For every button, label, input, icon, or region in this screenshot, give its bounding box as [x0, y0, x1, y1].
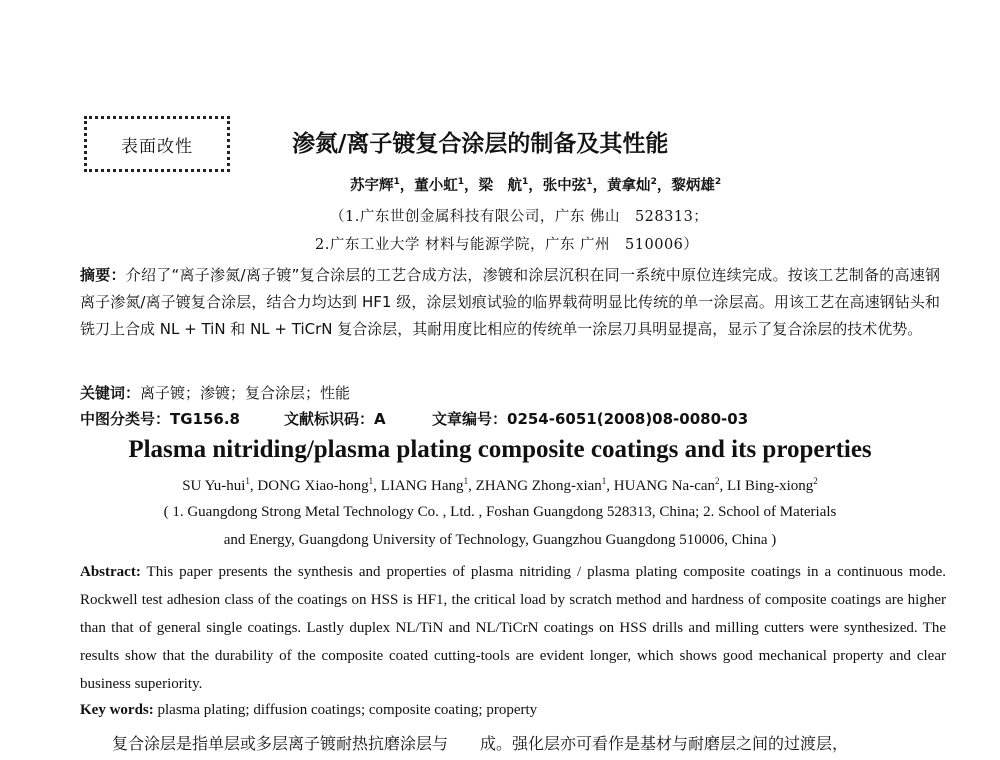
classification-row: [80, 408, 748, 429]
authors-en: SU Yu-hui$^1$, DONG Xiao-hong$^1$, LIANG Hang$^1$, ZHANG Zhong-xian$^1$, HUANG Na-can$^2$, LI Bing-xiong$^2$: [182, 476, 818, 494]
article-number: 文章编号：0254-6051(2008)08-0080-03: [432, 410, 749, 428]
keywords-en-label: Key words:: [80, 702, 154, 718]
author-en: DONG Xiao-hong$^1$: [257, 476, 374, 494]
author-cn: 张中弦$^1$: [542, 177, 593, 194]
author-cn: 梁 航$^1$: [478, 177, 529, 194]
author-en: LIANG Hang$^1$: [380, 476, 469, 494]
abstract-en-text: This paper presents the synthesis and properties of plasma nitriding / plasma plating composite coatings in a continuous mode. Rockwell test adhesion class of the coatings on HSS is HF1, the critical load by scratch method and hardness of composite coatings are higher than that of general single coatings. Lastly duplex NL/TiN and NL/TiCrN coatings on HSS drills and milling cutters were synthesized. The results show that the durability of the composite coated cutting-tools are evident longer, which shows good mechanical property and clear business superiority.: [80, 564, 946, 692]
clc-number: 中图分类号：TG156.8: [80, 410, 240, 428]
keywords-cn-text: 离子镀；渗镀；复合涂层；性能: [140, 384, 351, 402]
keywords-cn-label: 关键词：: [80, 384, 141, 402]
keywords-en-text: plasma plating; diffusion coatings; composite coating; property: [157, 702, 538, 718]
author-cn: 苏宇辉$^1$: [350, 177, 400, 194]
body-paragraph: 复合涂层是指单层或多层离子镀耐热抗磨涂层与 成。强化层亦可看作是基材与耐磨层之间的过渡层，: [112, 734, 849, 753]
author-en: HUANG Na-can$^2$: [613, 476, 720, 494]
author-cn: 黎炳雄$^2$: [671, 177, 722, 194]
affiliation-cn-1: （1.广东世创金属科技有限公司，广东 佛山 528313；: [330, 209, 709, 225]
abstract-en: [80, 558, 946, 698]
keywords-cn: [80, 382, 350, 403]
column-badge: [84, 116, 230, 172]
paper-title-cn: 渗氮/离子镀复合涂层的制备及其性能: [292, 131, 669, 157]
affiliation-en-1: ( 1. Guangdong Strong Metal Technology Co. , Ltd. , Foshan Guangdong 528313, China; 2. School of Materials: [163, 504, 837, 520]
abstract-cn: [80, 262, 940, 343]
author-en: LI Bing-xiong$^2$: [727, 476, 818, 494]
author-cn: 董小虹$^1$: [414, 177, 465, 194]
abstract-en-label: Abstract:: [80, 564, 141, 580]
affiliation-en-2: and Energy, Guangdong University of Technology, Guangzhou Guangdong 510006, China ): [223, 532, 777, 548]
author-en: SU Yu-hui$^1$: [182, 476, 250, 494]
author-cn: 黄拿灿$^2$: [607, 177, 657, 194]
keywords-en: [80, 702, 537, 719]
column-badge-label: 表面改性: [121, 136, 193, 157]
author-en: ZHANG Zhong-xian$^1$: [475, 476, 607, 494]
document-code: 文献标识码：A: [284, 410, 386, 428]
affiliation-cn-2: 2.广东工业大学 材料与能源学院，广东 广州 510006）: [315, 237, 699, 253]
paper-title-en: Plasma nitriding/plasma plating composite coatings and its properties: [128, 436, 872, 463]
abstract-cn-text: 介绍了“离子渗氮/离子镀”复合涂层的工艺合成方法，渗镀和涂层沉积在同一系统中原位连续完成。按该工艺制备的高速钢离子渗氮/离子镀复合涂层，结合力均达到 HF1 级，涂层划痕试验的临界载荷明显比传统的单一涂层高。用该工艺在高速钢钻头和铣刀上合成 NL + TiN 和 NL + TiCrN 复合涂层，其耐用度比相应的传统单一涂层刀具明显提高，显示了复合涂层的技术优势。: [80, 266, 940, 338]
abstract-cn-label: 摘要：: [80, 266, 126, 284]
authors-cn: 苏宇辉$^1$，董小虹$^1$，梁 航$^1$，张中弦$^1$，黄拿灿$^2$，黎炳雄$^2$: [350, 177, 722, 194]
